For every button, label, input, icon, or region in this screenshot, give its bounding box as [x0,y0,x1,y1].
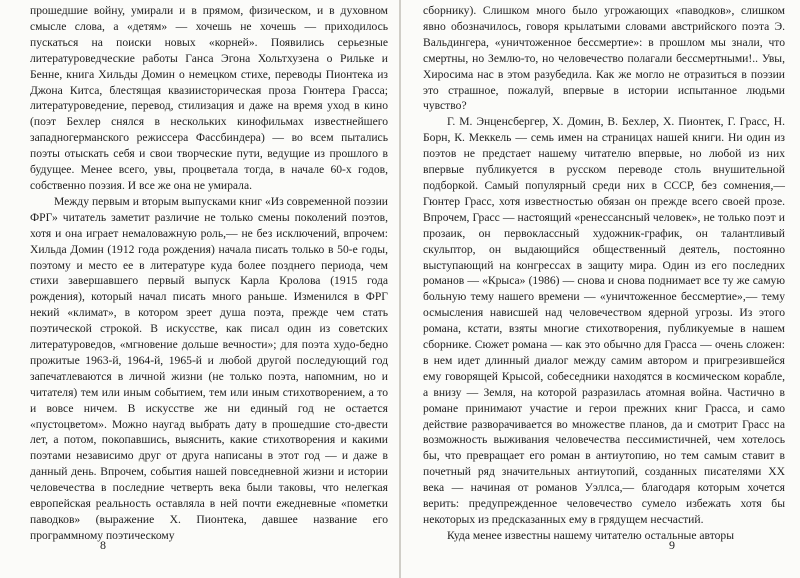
right-page-text [423,3,785,544]
page-number-left: 8 [100,538,106,552]
page-number-right: 9 [669,538,675,552]
right-paragraph-1: сборнику). Слишком много было угрожающих «паводков», слишком явно обозначилось, говоря крылатыми словами австрийского поэта Э. Вальдингера, «уничтоженное бессмертие»: в прошлом мы знали, что смертны, но Землю-то, но человечество полагали бессмертными!.. Увы, Хиросима нас в этом разубедила. Как же могло не отразиться в поэзии это страшное, пожалуй, впервые в истории испытанное людьми чувство? [423,4,785,113]
left-paragraph-1: прошедшие войну, умирали и в прямом, физическом, и в духовном смысле слова, а «детям» — хочешь не хочешь — приходилось пускаться на поиски новых «корней». Появились серьезные литературоведческие работы Ганса Эгона Хольтхузена о Рильке и Бенне, книга Хильды Домин о немецком стихе, переводы Пионтека из Джона Китса, блестящая квазиисторическая проза Гюнтера Грасса; литературоведение, перевод, стилизация и даже на время уход в кино (поэт Бехлер снялся в нескольких кинофильмах известнейшего западногерманского режиссера Фассбиндера) — во всем пытались поэты отыскать себя и свои творческие пути, ведущие из прошлого в будущее. Менее всего, увы, процветала тогда, в начале 60-х годов, собственно поэзия. И все же она не умирала. [30,4,388,192]
right-paragraph-2: Г. М. Энценсбергер, Х. Домин, В. Бехлер, Х. Пионтек, Г. Грасс, Н. Борн, К. Мeккель — семь имен на страницах нашей книги. Ни один из поэтов не предстает нашему читателю впервые, но любой из них впервые публикуется в русском переводе столь внушительной подборкой. Самый популярный среди них в СССР, без сомнения,— Гюнтер Грасс, хотя известностью обязан он прежде всего своей прозе. Впрочем, Грасс — настоящий «ренессансный человек», не только поэт и прозаик, он первоклассный художник-график, он талантливый скульптор, он выдающийся общественный деятель, постоянно выступающий на конгрессах в защиту мира. Один из его последних романов — «Крыса» (1986) — снова и снова поднимает все ту же самую больную тему нашего времени — «уничтоженное бессмертие»,— тему осмысления нависшей над человечеством ядерной угрозы. Из этого романа, кстати, взяты многие стихотворения, публикуемые в нашем сборнике. Сюжет романа — как это обычно для Грасса — очень сложен: в нем идет длинный диалог между самим автором и пригрезившейся ему говорящей Крысой, собеседники находятся в космическом корабле, а внизу — Земля, на которой разразилась атомная война. Частично в романе принимают участие и герои прежних книг Грасса, и само действие разворачивается во множестве планов, да и смотрит Грасс на возможность выживания человечества пессимистичней, чем хотелось бы, что превращает его роман в антиутопию, но тем самым ставит в почетный ряд значительных антиутопий, созданных писателями XX века — начиная от романов Уэллса,— благодаря которым хочется верить: предупрежденное человечество сумело избежать хотя бы некоторых из предсказанных ему в грядущем несчастий. [423,115,785,526]
left-page-text [30,3,388,544]
left-paragraph-2: Между первым и вторым выпусками книг «Из современной поэзии ФРГ» читатель заметит различие не только смены поколений поэтов, хотя и она играет немаловажную роль,— не без исключений, впрочем: Хильда Домин (1912 года рождения) начала писать только в 50-е годы, поэтому и место ее в литературе куда более позднего периода, чем стихи завершавшего первый выпуск Карла Кролова (1915 года рождения), который начал писать много раньше. Изменился в ФРГ некий «климат», в котором зреет душа поэта, прежде чем стать поэтической строкой. В искусстве, как писал один из советских литературоведов, «мгновение дольше вечности»; для поэта худо-бедно прожитые 1963-й, 1964-й, 1965-й и любой другой последующий год запечатлеваются в личной жизни (не только поэта, напомним, но и читателя) тем или иным событием, тем или иным стихотворением, а то и вовсе ничем. В искусстве же ни единый год не остается «пустоцветом». Можно наугад выбрать дату в прошедшие сто-двести лет, а потом, покопавшись, выяснить, какие стихотворения и какими поэтами независимо друг от друга написаны в этот год — и даже в данный день. Впрочем, события нашей повседневной жизни и истории человечества в последние четверть века были таковы, что нелегкая европейская реальность оставляла в ней почти ежедневные «пометки паводков» (выражение Х. Пионтека, давшее название его программному поэтическому [30,194,388,542]
right-paragraph-3: Куда менее известны нашему читателю остальные авторы [447,528,735,542]
right-page [401,0,800,578]
